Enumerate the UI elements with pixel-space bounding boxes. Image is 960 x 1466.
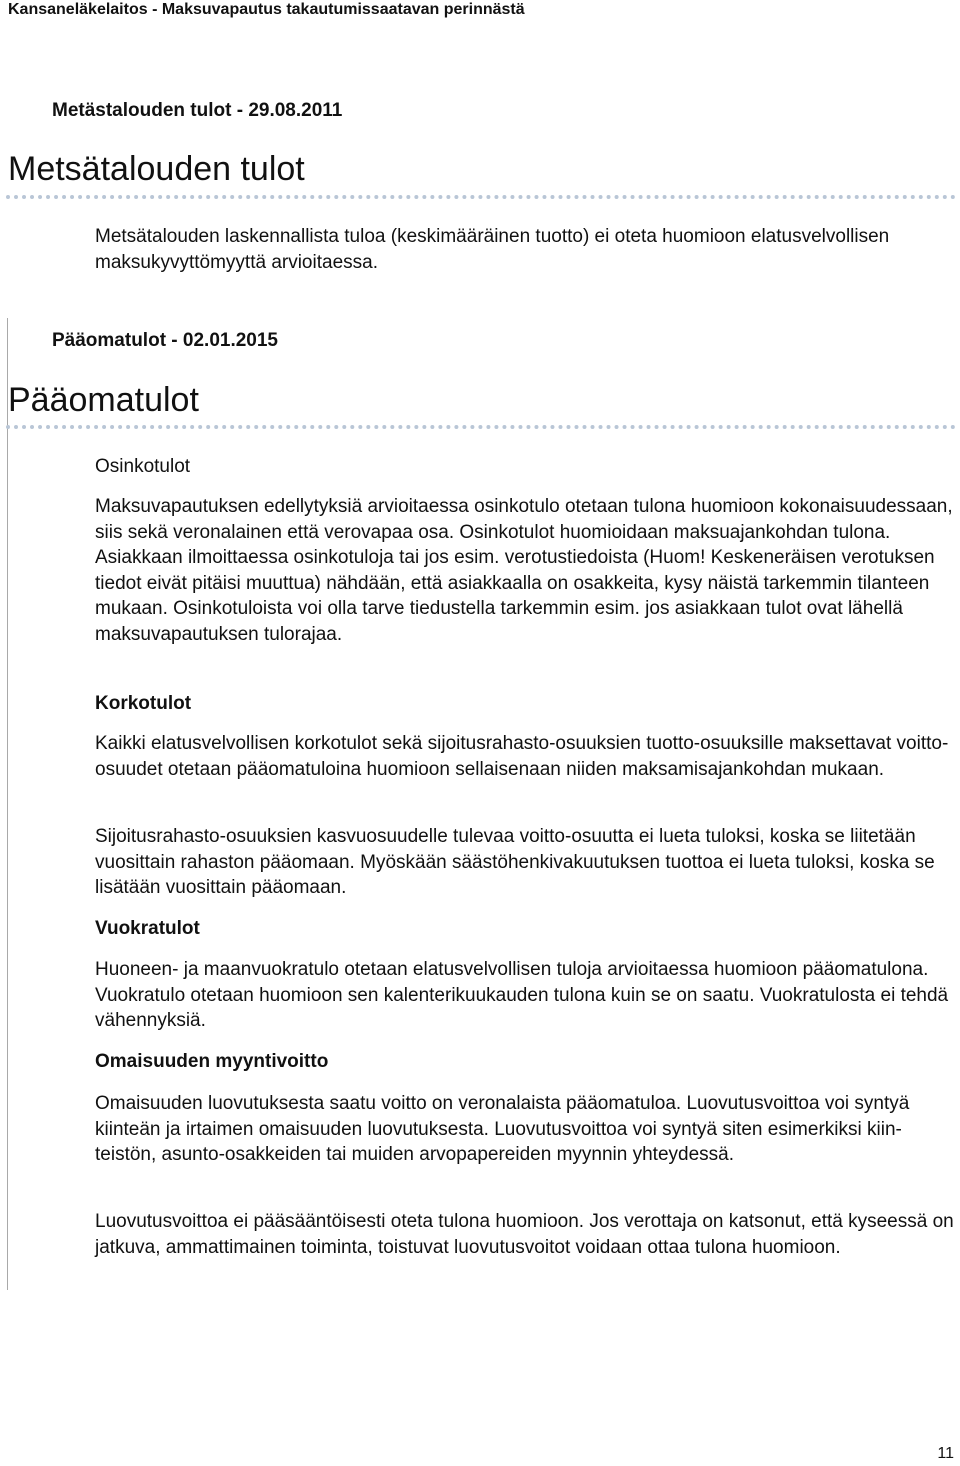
osinkotulot-paragraph: [95, 494, 957, 648]
paragraph: Omaisuuden luovutuksesta saatu voitto on veronalaista pääomatuloa. Luovutusvoittoa voi syntyä kiinteän ja irtaimen omaisuuden luovutuksesta. Luovutusvoittoa voi syntyä siten esimerkiksi kiin-teistön, asunto-osakkeiden tai muiden arvopapereiden myynnin yhteydessä.: [95, 1093, 910, 1166]
myyntivoitto-paragraph-2: [95, 1209, 957, 1260]
subheading-osinkotulot: Osinkotulot: [95, 456, 191, 477]
paragraph: Kaikki elatusvelvollisen korkotulot sekä sijoitusrahasto-osuuksien tuotto-osuuksille maksettavat voitto-osuudet otetaan pääomatuloina huomioon sellaisenaan niiden maksamisajankohdan mukaan.: [95, 733, 949, 780]
paragraph: Luovutusvoittoa ei pääsääntöisesti oteta tulona huomioon. Jos verottaja on katsonut, että kyseessä on jatkuva, ammattimainen toiminta, toistuvat luovutusvoitot voidaan ottaa tulona huomioon.: [95, 1211, 954, 1258]
myyntivoitto-paragraph-1: [95, 1091, 957, 1168]
metsatalous-paragraph: [95, 224, 957, 275]
page-number: 11: [937, 1445, 954, 1462]
section-date-paaomatulot: Pääomatulot - 02.01.2015: [52, 330, 278, 351]
section-date-metsatalous: Metästalouden tulot - 29.08.2011: [52, 100, 343, 121]
korkotulot-paragraph-1: [95, 731, 957, 782]
paragraph: Huoneen- ja maanvuokratulo otetaan elatusvelvollisen tuloja arvioitaessa huomioon pääomatulona. Vuokratulo otetaan huomioon sen kalenterikuukauden tulona kuin se on saatu. Vuokratulosta ei tehdä vähennyksiä.: [95, 959, 949, 1032]
paragraph: Metsätalouden laskennallista tuloa (keskimääräinen tuotto) ei oteta huomioon elatusvelvollisen maksukyvyttömyyttä arvioitaessa.: [95, 226, 890, 273]
title-divider: [6, 425, 956, 429]
document-header-title: Kansaneläkelaitos - Maksuvapautus takautumissaatavan perinnästä: [8, 1, 525, 18]
subheading-omaisuuden-myyntivoitto: Omaisuuden myyntivoitto: [95, 1051, 329, 1072]
section-title-metsatalous: Metsätalouden tulot: [8, 150, 305, 188]
subheading-korkotulot: Korkotulot: [95, 693, 192, 714]
section-left-border: [7, 318, 8, 1290]
korkotulot-paragraph-2: [95, 824, 957, 901]
paragraph: Sijoitusrahasto-osuuksien kasvuosuudelle tulevaa voitto-osuutta ei lueta tuloksi, koska se liitetään vuosittain rahaston pääomaan. Myöskään säästöhenkivakuutuksen tuottoa ei lueta tuloksi, koska se lisätään vuosittain pääomaan.: [95, 826, 935, 899]
title-divider: [6, 195, 956, 199]
paragraph: Maksuvapautuksen edellytyksiä arvioitaessa osinkotulo otetaan tulona huomioon kokonaisuudessaan, siis sekä veronalainen että verovapaa osa. Osinkotulot huomioidaan maksuajankohdan tulona. Asiakkaan ilmoittaessa osinkotuloja tai jos esim. verotustiedoista (Huom! Keskeneräisen verotuksen tiedot eivät pitäisi muuttua) nähdään, että asiakkaalla on osakkeita, kysy näistä tarkemmin tilanteen mukaan. Osinkotuloista voi olla tarve tiedustella tarkemmin esim. jos asiakkaan tulot ovat lähellä maksuvapautuksen tulorajaa.: [95, 496, 953, 645]
subheading-vuokratulot: Vuokratulot: [95, 918, 200, 939]
section-title-paaomatulot: Pääomatulot: [8, 381, 199, 419]
vuokratulot-paragraph: [95, 957, 957, 1034]
